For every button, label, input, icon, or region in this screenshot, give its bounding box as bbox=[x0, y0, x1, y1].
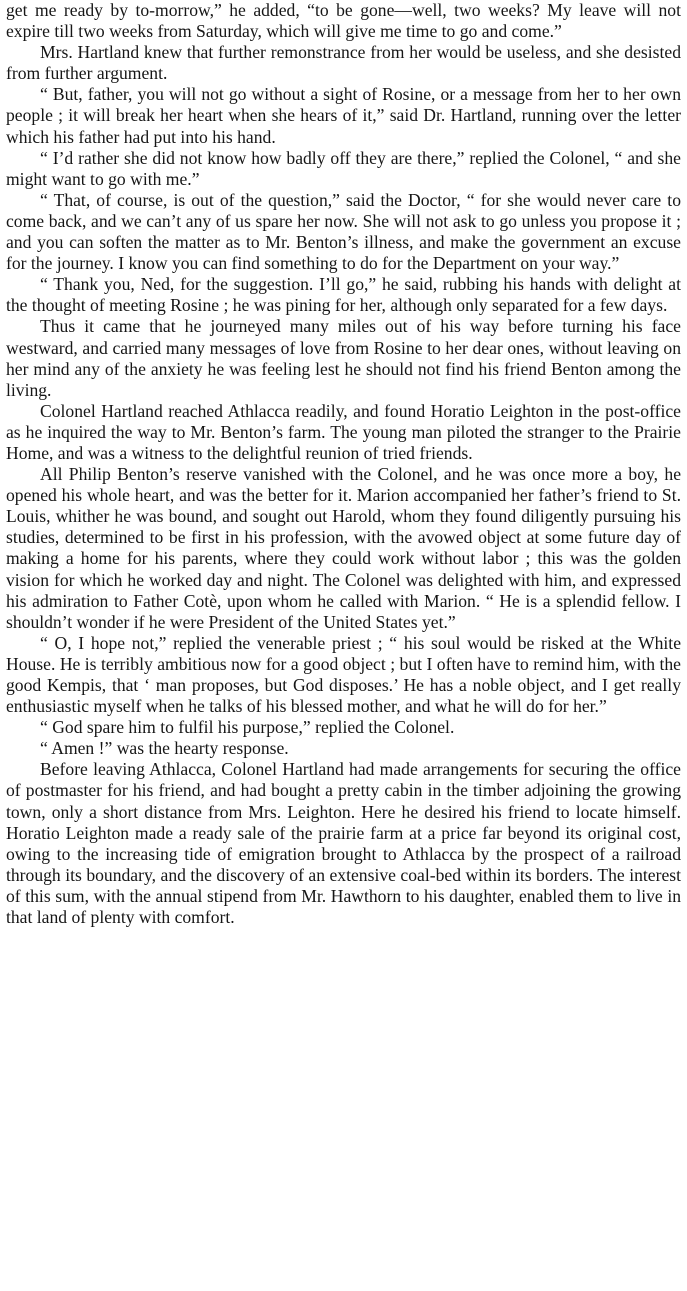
paragraph: “ God spare him to fulfil his purpose,” replied the Colonel. bbox=[40, 717, 455, 738]
paragraph: All Philip Benton’s reserve vanished with the Colonel, and he was once more a boy, he opened his whole heart, and was the better for it. Marion accompanied her father’s friend to St. Louis, whither he was bound, and sought out Harold, whom they found diligently pursuing his studies, determined to be first in his profession, with the avowed object at some future day of making a home for his parents, where they could work without labor ; this was the golden vision for which he worked day and night. The Colonel was delighted with him, and expressed his admiration to Father Cotè, upon whom he called with Marion. “ He is a splendid fellow. I shouldn’t wonder if he were President of the United States yet.” bbox=[6, 464, 681, 632]
paragraph: “ I’d rather she did not know how badly off they are there,” replied the Colonel, “ and she might want to go with me.” bbox=[6, 147, 681, 189]
paragraph: “ O, I hope not,” replied the venerable priest ; “ his soul would be risked at the White House. He is terribly ambitious now for a good object ; but I often have to remind him, with the good Kempis, that ‘ man proposes, but God disposes.’ He has a noble object, and I get really enthusiastic myself when he talks of his blessed mother, and what he will do for her.” bbox=[6, 632, 681, 717]
paragraph: Mrs. Hartland knew that further remonstrance from her would be useless, and she desisted from further argument. bbox=[6, 42, 681, 84]
paragraph: Thus it came that he journeyed many miles out of his way before turning his face westward, and carried many messages of love from Rosine to her dear ones, without leaving on her mind any of the anxiety he was feeling lest he should not find his friend Benton among the living. bbox=[6, 316, 681, 400]
paragraph: “ Thank you, Ned, for the suggestion. I’ll go,” he said, rubbing his hands with delight at the thought of meeting Rosine ; he was pining for her, although only separated for a few days. bbox=[6, 274, 681, 316]
paragraph-continuation: get me ready by to-morrow,” he added, “to be gone—well, two weeks? My leave will not expire till two weeks from Saturday, which will give me time to go and come.” bbox=[6, 0, 681, 42]
paragraph: “ That, of course, is out of the question,” said the Doctor, “ for she would never care to come back, and we can’t any of us spare her now. She will not ask to go unless you propose it ; and you can soften the matter as to Mr. Benton’s illness, and make the government an excuse for the journey. I know you can find something to do for the Department on your way.” bbox=[6, 189, 681, 274]
paragraph: Colonel Hartland reached Athlacca readily, and found Horatio Leighton in the post-office as he inquired the way to Mr. Benton’s farm. The young man piloted the stranger to the Prairie Home, and was a witness to the delightful reunion of tried friends. bbox=[6, 400, 681, 463]
paragraph: “ Amen !” was the hearty response. bbox=[40, 738, 289, 759]
paragraph: “ But, father, you will not go without a sight of Rosine, or a message from her to her own people ; it will break her heart when she hears of it,” said Dr. Hartland, running over the letter which his father had put into his hand. bbox=[6, 84, 681, 147]
paragraph: Before leaving Athlacca, Colonel Hartland had made arrangements for securing the office of postmaster for his friend, and had bought a pretty cabin in the timber adjoining the growing town, only a short distance from Mrs. Leighton. Here he desired his friend to locate himself. Horatio Leighton made a ready sale of the prairie farm at a price far beyond its original cost, owing to the increasing tide of emigration brought to Athlacca by the prospect of a railroad through its boundary, and the discovery of an extensive coal-bed within its borders. The interest of this sum, with the annual stipend from Mr. Hawthorn to his daughter, enabled them to live in that land of plenty with comfort. bbox=[6, 759, 681, 928]
